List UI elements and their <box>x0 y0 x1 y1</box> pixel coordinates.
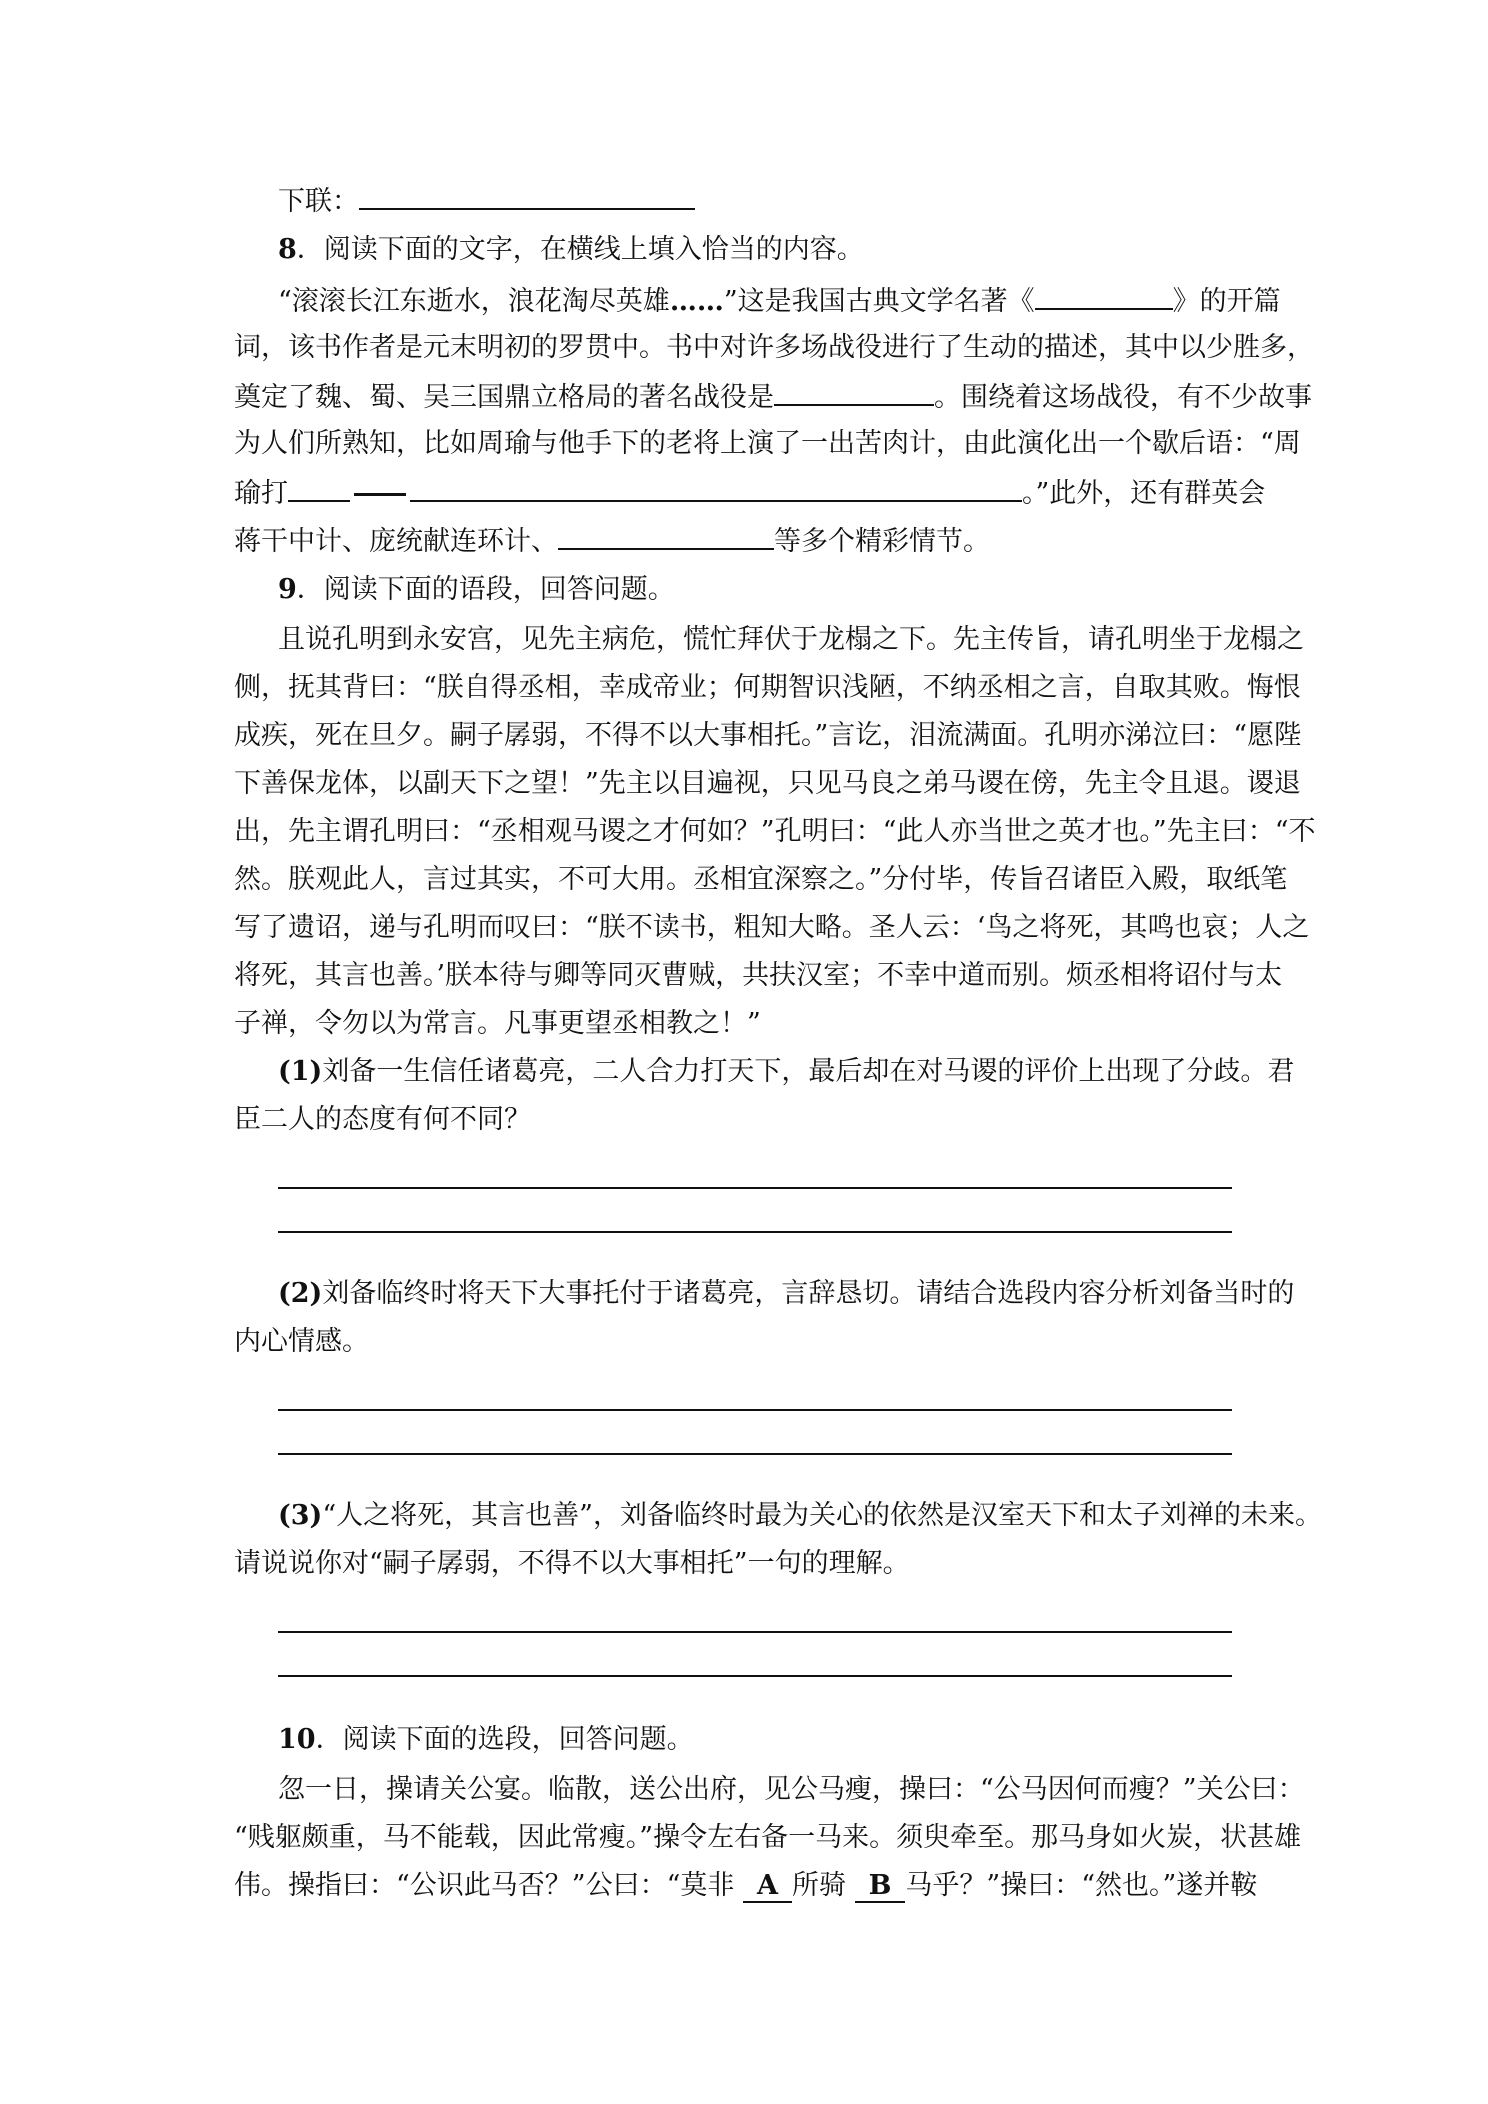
q9-passage-line: 成疾，死在旦夕。嗣子孱弱，不得不以大事相托。”言讫，泪流满面。孔明亦涕泣曰：“愿陛 <box>234 720 1302 751</box>
book-title-blank[interactable] <box>1035 278 1173 310</box>
blank-b[interactable]: B <box>855 1871 906 1903</box>
q9-sub2-question-cont: 内心情感。 <box>234 1326 369 1357</box>
sub2-text: 刘备临终时将天下大事托付于诸葛亮，言辞恳切。请结合选段内容分析刘备当时的 <box>322 1278 1295 1309</box>
answer-line[interactable] <box>278 1231 1232 1233</box>
q9-sub3-question <box>278 1494 1322 1538</box>
q9-passage-line: 子禅，令勿以为常言。凡事更望丞相教之！” <box>234 1008 761 1039</box>
answer-line[interactable] <box>278 1453 1232 1455</box>
q10-number: 10 <box>278 1724 316 1755</box>
q10-text: 马乎？”操曰：“然也。”遂并鞍 <box>905 1870 1258 1901</box>
blank-a[interactable]: A <box>743 1871 792 1903</box>
q10-line-2: “贱躯颇重，马不能载，因此常瘦。”操令左右备一马来。须臾牵至。那马身如火炭，状甚雄 <box>234 1822 1302 1853</box>
xialian-answer-blank[interactable] <box>359 178 695 210</box>
xiehouyu-dash <box>354 493 406 496</box>
q9-passage-line: 出，先主谓孔明曰：“丞相观马谡之才何如？”孔明曰：“此人亦当世之英才也。”先主曰：“不 <box>234 816 1316 847</box>
q8-text: “滚滚长江东逝水，浪花淘尽英雄 <box>278 286 670 317</box>
q9-passage-line: 下善保龙体，以副天下之望！”先主以目遍视，只见马良之弟马谡在傍，先主令且退。谡退 <box>234 768 1301 799</box>
answer-line[interactable] <box>278 1675 1232 1677</box>
battle-name-blank[interactable] <box>774 374 934 406</box>
xialian-label: 下联： <box>278 186 359 217</box>
q9-passage-line: 且说孔明到永安宫，见先主病危，慌忙拜伏于龙榻之下。先主传旨，请孔明坐于龙榻之 <box>278 624 1304 655</box>
q10-line-3 <box>234 1864 1274 1908</box>
sub3-number: (3) <box>278 1500 323 1531</box>
q9-prompt <box>278 568 1318 612</box>
q8-text: 奠定了魏、蜀、吴三国鼎立格局的著名战役是 <box>234 382 774 413</box>
q8-line-5 <box>234 470 1274 516</box>
sub3-text: “人之将死，其言也善”，刘备临终时最为关心的依然是汉室天下和太子刘禅的未来。 <box>322 1500 1322 1531</box>
xiehouyu-first-blank[interactable] <box>288 470 350 502</box>
q8-line-6 <box>234 518 1274 564</box>
q9-sub2-question <box>278 1272 1318 1316</box>
q8-line-3 <box>234 374 1312 420</box>
q9-sub1-question <box>278 1050 1318 1094</box>
q8-prompt-text: ．阅读下面的文字，在横线上填入恰当的内容。 <box>296 234 864 265</box>
q9-prompt-text: ．阅读下面的语段，回答问题。 <box>296 574 675 605</box>
answer-line[interactable] <box>278 1187 1232 1189</box>
q9-sub3-question-cont: 请说说你对“嗣子孱弱，不得不以大事相托”一句的理解。 <box>234 1548 910 1579</box>
q9-number: 9 <box>278 574 297 605</box>
q8-prompt <box>278 228 1318 272</box>
q9-passage-line: 然。朕观此人，言过其实，不可大用。丞相宜深察之。”分付毕，传旨召诸臣入殿，取纸笔 <box>234 864 1288 895</box>
q7-xialian-line <box>278 178 1318 224</box>
q10-text: 所骑 <box>791 1870 846 1901</box>
q9-passage-line: 将死，其言也善。’朕本待与卿等同灭曹贼，共扶汉室；不幸中道而别。烦丞相将诏付与太 <box>234 960 1283 991</box>
q9-sub1-question-cont: 臣二人的态度有何不同？ <box>234 1104 531 1135</box>
sub2-number: (2) <box>278 1278 323 1309</box>
sub1-number: (1) <box>278 1056 323 1087</box>
q9-passage-line: 侧，抚其背曰：“朕自得丞相，幸成帝业；何期智识浅陋，不纳丞相之言，自取其败。悔恨 <box>234 672 1301 703</box>
q8-text: 。围绕着这场战役，有不少故事 <box>934 382 1312 413</box>
q8-text: ”这是我国古典文学名著《 <box>723 286 1035 317</box>
q10-line-1: 忽一日，操请关公宴。临散，送公出府，见公马瘦，操曰：“公马因何而瘦？”关公曰： <box>278 1774 1305 1805</box>
answer-line[interactable] <box>278 1631 1232 1633</box>
q8-line-4: 为人们所熟知，比如周瑜与他手下的老将上演了一出苦肉计，由此演化出一个歇后语：“周 <box>234 428 1301 459</box>
q8-text: 。”此外，还有群英会 <box>1022 478 1266 509</box>
q10-prompt-text: ．阅读下面的选段，回答问题。 <box>315 1724 694 1755</box>
answer-line[interactable] <box>278 1409 1232 1411</box>
xiehouyu-second-blank[interactable] <box>410 470 1022 502</box>
q8-text: 等多个精彩情节。 <box>774 526 990 557</box>
q8-text: 瑜打 <box>234 478 288 509</box>
q10-prompt <box>278 1718 1318 1762</box>
q9-passage-line: 写了遗诏，递与孔明而叹曰：“朕不读书，粗知大略。圣人云：‘鸟之将死，其鸣也哀；人之 <box>234 912 1310 943</box>
q8-line-1 <box>278 278 1318 324</box>
q8-text: 》的开篇 <box>1172 286 1281 317</box>
episode-blank[interactable] <box>558 518 774 550</box>
q8-number: 8 <box>278 234 297 265</box>
q10-text: 伟。操指曰：“公识此马否？”公曰：“莫非 <box>234 1870 735 1901</box>
q8-ellipsis: …… <box>669 286 724 317</box>
q8-line-2: 词，该书作者是元末明初的罗贯中。书中对许多场战役进行了生动的描述，其中以少胜多， <box>234 332 1314 363</box>
q8-text: 蒋干中计、庞统献连环计、 <box>234 526 558 557</box>
sub1-text: 刘备一生信任诸葛亮，二人合力打天下，最后却在对马谡的评价上出现了分歧。君 <box>322 1056 1295 1087</box>
